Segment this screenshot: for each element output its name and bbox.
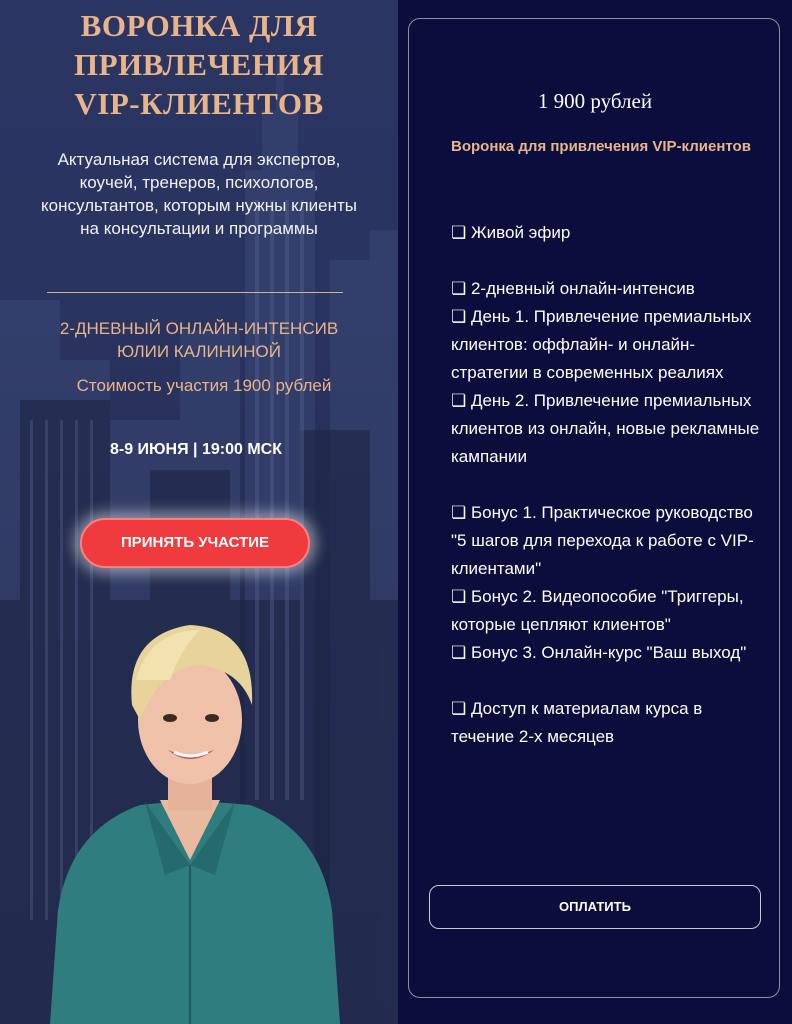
hero-title-line: ПРИВЛЕЧЕНИЯ — [74, 47, 324, 82]
feature-list — [451, 219, 761, 751]
event-date: 8-9 ИЮНЯ | 19:00 МСК — [109, 441, 282, 458]
intensive-heading — [20, 317, 378, 363]
intensive-line: 2-ДНЕВНЫЙ ОНЛАЙН-ИНТЕНСИВ — [59, 319, 339, 338]
join-button[interactable]: ПРИНЯТЬ УЧАСТИЕ — [80, 518, 310, 568]
hero-title-line: VIP-КЛИЕНТОВ — [74, 86, 324, 121]
feature-item: ❏ Бонус 2. Видеопособие "Триггеры, которые цепляют клиентов" — [451, 587, 744, 634]
feature-item: ❏ Бонус 1. Практическое руководство "5 шагов для перехода к работе с VIP-клиентами" — [451, 503, 754, 578]
feature-item: ❏ Бонус 3. Онлайн-курс "Ваш выход" — [451, 643, 747, 662]
feature-item: ❏ День 2. Привлечение премиальных клиентов из онлайн, новые рекламные кампании — [451, 391, 760, 466]
feature-item: ❏ Доступ к материалам курса в течение 2-х месяцев — [451, 699, 703, 746]
feature-item: ❏ 2-дневный онлайн-интенсив — [451, 279, 695, 298]
offer-price: 1 900 рублей — [537, 89, 653, 113]
offer-panel — [398, 0, 792, 1024]
hero-title — [0, 6, 398, 123]
hero-title-line: ВОРОНКА ДЛЯ — [80, 8, 318, 43]
intensive-line: ЮЛИИ КАЛИНИНОЙ — [117, 342, 281, 361]
participation-cost: Стоимость участия 1900 рублей — [76, 376, 332, 395]
speaker-photo — [40, 610, 350, 1024]
pay-button[interactable]: ОПЛАТИТЬ — [429, 885, 761, 929]
feature-item: ❏ День 1. Привлечение премиальных клиентов: оффлайн- и онлайн- стратегии в современных реалиях — [451, 307, 752, 382]
hero-description: Актуальная система для экспертов, коучей, тренеров, психологов, консультантов, которым нужны клиенты на консультации и программы — [40, 150, 358, 238]
offer-title: Воронка для привлечения VIP-клиентов — [451, 138, 751, 155]
offer-card — [408, 18, 780, 998]
divider — [47, 292, 343, 293]
feature-item: ❏ Живой эфир — [451, 223, 571, 242]
